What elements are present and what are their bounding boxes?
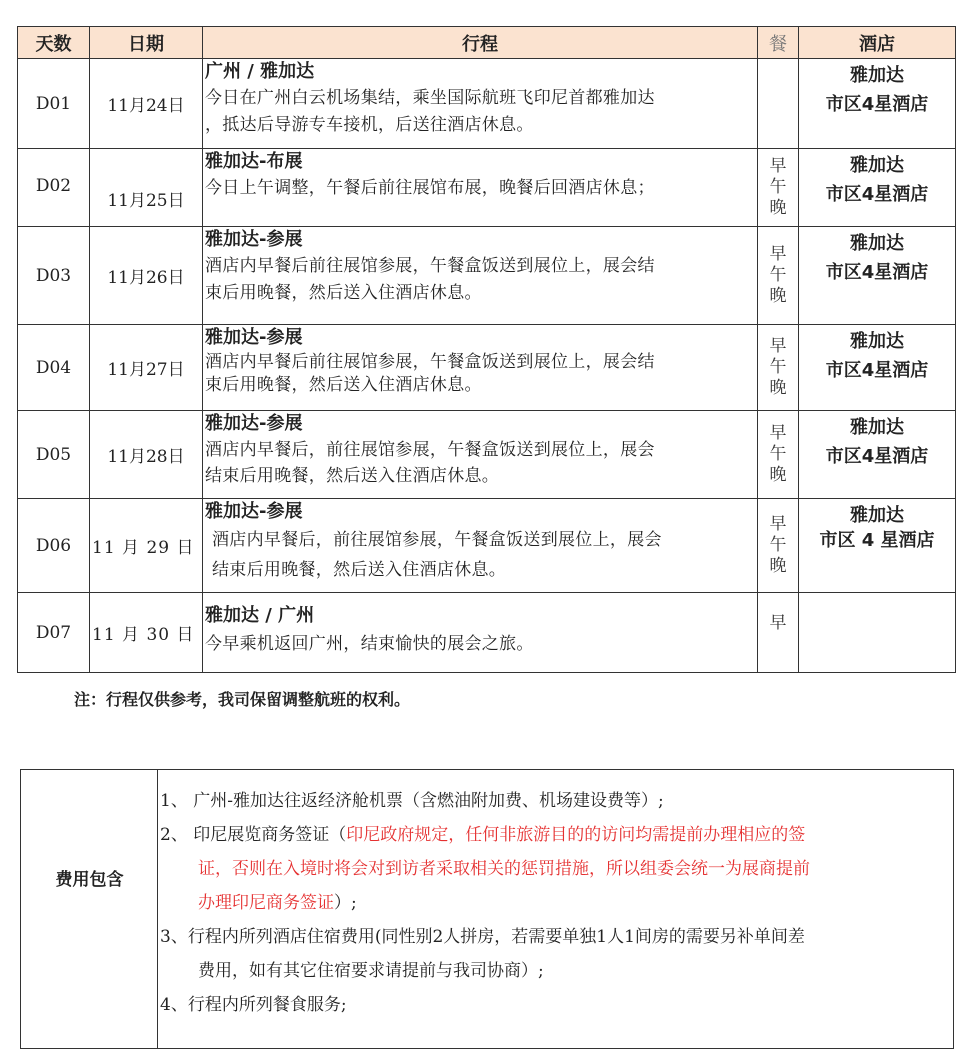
header-itinerary: 行程 — [203, 27, 758, 59]
meal-breakfast: 早 — [769, 336, 787, 356]
fee-item-3: 3、行程内所列酒店住宿费用(同性别2人拼房，若需要单独1人1间房的需要另补单间差 — [160, 927, 805, 947]
itinerary-text: 今日上午调整，午餐后前往展馆布展，晚餐后回酒店休息； — [205, 178, 655, 198]
hotel-grade: 市区4星酒店 — [825, 94, 929, 115]
itinerary-text: 酒店内早餐后前往展馆参展，午餐盒饭送到展位上，展会结 — [205, 352, 655, 372]
table-row — [18, 499, 956, 593]
date-cell: 11月27日 — [90, 325, 203, 411]
itinerary-note: 注：行程仅供参考，我司保留调整航班的权利。 — [74, 690, 411, 709]
meal-dinner: 晚 — [769, 465, 787, 485]
visa-notice-text: 证，否则在入境时将会对到访者采取相关的惩罚措施，所以组委会统一为展商提前 — [198, 859, 810, 879]
header-date: 日期 — [90, 27, 203, 59]
hotel-city: 雅加达 — [850, 417, 904, 438]
table-header-row — [18, 27, 956, 59]
meal-breakfast: 早 — [769, 423, 787, 443]
itinerary-cell — [203, 411, 758, 499]
date-cell: 11月25日 — [90, 149, 203, 227]
fee-label: 费用包含 — [55, 870, 124, 890]
day-cell: D07 — [18, 593, 90, 673]
meal-lunch: 午 — [769, 535, 787, 555]
visa-notice-text: 印尼政府规定，任何非旅游目的的访问均需提前办理相应的签 — [346, 825, 806, 845]
itinerary-text: 今早乘机返回广州，结束愉快的展会之旅。 — [205, 634, 534, 654]
itinerary-title: 雅加达-布展 — [205, 151, 303, 172]
itinerary-text: 结束后用晚餐，然后送入住酒店休息。 — [212, 560, 507, 580]
itinerary-cell — [203, 149, 758, 227]
date-cell: 11 月 29 日 — [90, 499, 203, 593]
fee-item-1: 1、 广州-雅加达往返经济舱机票（含燃油附加费、机场建设费等）; — [160, 791, 664, 811]
meal-breakfast: 早 — [769, 613, 787, 633]
itinerary-cell — [203, 593, 758, 673]
table-row — [18, 593, 956, 673]
day-cell: D01 — [18, 59, 90, 149]
header-day: 天数 — [18, 27, 90, 59]
fee-item-2-end — [160, 886, 960, 920]
hotel-cell — [799, 149, 956, 227]
date-cell: 11月24日 — [90, 59, 203, 149]
hotel-city: 雅加达 — [850, 233, 904, 254]
meal-breakfast: 早 — [769, 244, 787, 264]
hotel-cell — [799, 499, 956, 593]
meal-dinner: 晚 — [769, 198, 787, 218]
meal-cell — [758, 149, 799, 227]
hotel-grade: 市区4星酒店 — [825, 184, 929, 205]
fee-item-4: 4、行程内所列餐食服务; — [160, 995, 347, 1015]
meal-cell — [758, 593, 799, 673]
fee-inclusions-table — [20, 769, 954, 1049]
meal-cell — [758, 499, 799, 593]
meal-lunch: 午 — [769, 265, 787, 285]
itinerary-text: 酒店内早餐后前往展馆参展，午餐盒饭送到展位上，展会结 — [205, 256, 655, 276]
meal-cell — [758, 325, 799, 411]
fee-item-2-prefix: 2、 印尼展览商务签证（ — [160, 825, 347, 845]
hotel-city: 雅加达 — [850, 331, 904, 352]
hotel-city: 雅加达 — [850, 65, 904, 86]
itinerary-text: 束后用晚餐，然后送入住酒店休息。 — [205, 283, 482, 303]
meal-lunch: 午 — [769, 357, 787, 377]
fee-item-3-cont: 费用，如有其它住宿要求请提前与我司协商）; — [198, 961, 544, 981]
date-cell: 11 月 30 日 — [90, 593, 203, 673]
hotel-cell — [799, 411, 956, 499]
visa-notice-text: 办理印尼商务签证 — [198, 893, 334, 913]
hotel-cell — [799, 593, 956, 673]
day-cell: D04 — [18, 325, 90, 411]
table-row — [18, 149, 956, 227]
itinerary-cell — [203, 325, 758, 411]
itinerary-text: 今日在广州白云机场集结，乘坐国际航班飞印尼首都雅加达 — [205, 88, 655, 108]
table-row — [18, 411, 956, 499]
date-cell: 11月26日 — [90, 227, 203, 325]
meal-cell — [758, 227, 799, 325]
itinerary-cell — [203, 227, 758, 325]
itinerary-title: 雅加达-参展 — [205, 501, 303, 522]
header-meal: 餐 — [758, 27, 799, 59]
hotel-cell — [799, 59, 956, 149]
hotel-grade: 市区 4 星酒店 — [819, 530, 935, 551]
meal-breakfast: 早 — [769, 514, 787, 534]
itinerary-text: 酒店内早餐后，前往展馆参展，午餐盒饭送到展位上，展会 — [205, 440, 655, 460]
fee-item-2 — [160, 818, 960, 852]
meal-breakfast: 早 — [769, 156, 787, 176]
meal-lunch: 午 — [769, 177, 787, 197]
meal-dinner: 晚 — [769, 378, 787, 398]
hotel-grade: 市区4星酒店 — [825, 360, 929, 381]
day-cell: D02 — [18, 149, 90, 227]
hotel-grade: 市区4星酒店 — [825, 262, 929, 283]
itinerary-title: 雅加达 / 广州 — [205, 605, 315, 626]
date-cell: 11月28日 — [90, 411, 203, 499]
itinerary-title: 雅加达-参展 — [205, 413, 303, 434]
meal-cell — [758, 411, 799, 499]
hotel-city: 雅加达 — [850, 505, 904, 526]
meal-lunch: 午 — [769, 444, 787, 464]
itinerary-text: 酒店内早餐后，前往展馆参展，午餐盒饭送到展位上，展会 — [212, 530, 662, 550]
fee-items — [160, 784, 960, 1022]
day-cell: D05 — [18, 411, 90, 499]
itinerary-text: 束后用晚餐，然后送入住酒店休息。 — [205, 375, 482, 395]
fee-item-2-suffix: ）; — [334, 893, 357, 913]
meal-cell — [758, 59, 799, 149]
itinerary-text: ，抵达后导游专车接机，后送往酒店休息。 — [205, 115, 534, 135]
header-hotel: 酒店 — [799, 27, 956, 59]
table-row — [18, 59, 956, 149]
meal-dinner: 晚 — [769, 556, 787, 576]
itinerary-title: 雅加达-参展 — [205, 229, 303, 250]
table-row — [18, 325, 956, 411]
itinerary-table — [17, 26, 956, 673]
hotel-cell — [799, 325, 956, 411]
itinerary-cell — [203, 59, 758, 149]
itinerary-text: 结束后用晚餐，然后送入住酒店休息。 — [205, 466, 500, 486]
hotel-city: 雅加达 — [850, 155, 904, 176]
hotel-grade: 市区4星酒店 — [825, 446, 929, 467]
itinerary-cell — [203, 499, 758, 593]
hotel-cell — [799, 227, 956, 325]
itinerary-title: 雅加达-参展 — [205, 327, 303, 348]
day-cell: D06 — [18, 499, 90, 593]
day-cell: D03 — [18, 227, 90, 325]
fee-label-cell — [21, 770, 158, 1048]
meal-dinner: 晚 — [769, 286, 787, 306]
itinerary-title: 广州 / 雅加达 — [205, 61, 315, 82]
table-row — [18, 227, 956, 325]
